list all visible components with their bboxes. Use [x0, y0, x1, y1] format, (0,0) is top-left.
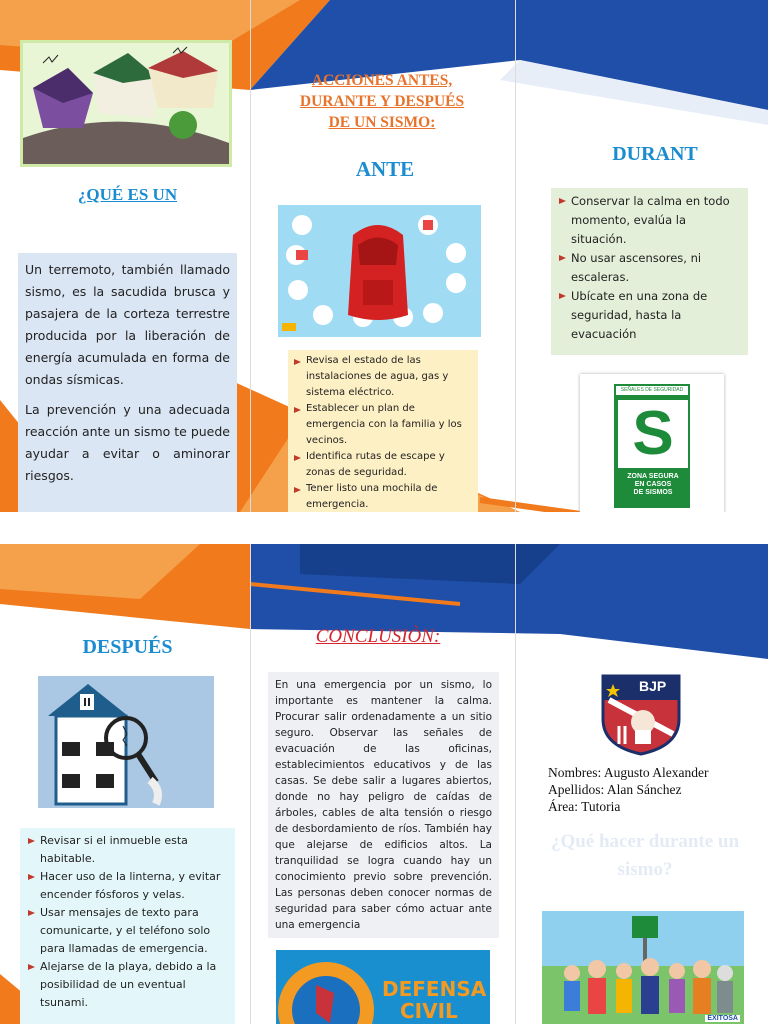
faded-question: ¿Qué hacer durante un sismo? [550, 831, 740, 880]
houses-illustration [23, 43, 229, 164]
definition-text: Un terremoto, también llamado sismo, es la sacudida brusca y pasajera de la corteza terrestre producida por la liberación de energía acumulada en forma de ondas sísmicas. [25, 262, 230, 387]
despues-item: Revisar si el inmueble esta habitable. [26, 832, 229, 868]
exitosa-watermark: EXITOSA [707, 1015, 738, 1022]
durante-item: Ubícate en una zona de seguridad, hasta la evacuación [557, 287, 742, 344]
brochure-page-2 [0, 544, 768, 1024]
despues-list [26, 832, 229, 1012]
fold-line-2 [515, 0, 516, 512]
school-shield-logo [601, 674, 681, 756]
author-surnames: Apellidos: Alan Sánchez [548, 782, 682, 797]
antes-item: Tener listo una mochila de emergencia. [292, 481, 474, 512]
fold-line-3 [250, 544, 251, 1024]
sign-header: SEÑALES DE SEGURIDAD [616, 386, 688, 395]
despues-list-box [20, 828, 235, 1024]
despues-item: Hacer uso de la linterna, y evitar encender fósforos y velas. [26, 868, 229, 904]
safe-zone-sign [580, 374, 724, 512]
que-es-title: ¿QUÉ ES UN [77, 185, 178, 204]
emergency-backpack-image [278, 205, 481, 337]
conclusion-box [268, 672, 499, 938]
despues-title: DESPUÉS [82, 636, 173, 658]
durante-list [557, 192, 742, 344]
antes-list [292, 353, 474, 512]
evacuation-meeting-point-image [542, 911, 744, 1024]
antes-item: Identifica rutas de escape y zonas de seguridad. [292, 449, 474, 481]
definition-box [18, 253, 237, 512]
sign-letter: S [618, 400, 688, 468]
defensa-civil-logo [276, 950, 490, 1024]
backpack-illustration [278, 205, 481, 337]
despues-item: Alejarse de la playa, debido a la posibilidad de un eventual tsunami. [26, 958, 229, 1012]
fold-line-4 [515, 544, 516, 1024]
durante-item: Conservar la calma en todo momento, evalúa la situación. [557, 192, 742, 249]
sign-panel [614, 384, 690, 508]
author-area: Área: Tutoria [548, 799, 621, 814]
shield-text: BJP [639, 678, 667, 694]
conclusion-title: CONCLUSIÒN: [315, 626, 441, 647]
sign-text: ZONA SEGURA EN CASOS DE SISMOS [627, 473, 679, 496]
antes-title: ANTE [355, 157, 415, 181]
earthquake-houses-image [20, 40, 232, 167]
people-illustration [542, 911, 744, 1024]
antes-item: Revisa el estado de las instalaciones de agua, gas y sistema eléctrico. [292, 353, 474, 401]
fold-line-1 [250, 0, 251, 512]
conclusion-text: En una emergencia por un sismo, lo importante es mantener la calma. Procurar salir ordenadamente a un sitio seguro. Observar las señales de evacuación de las oficinas, establecimientos educativos y de las casas. Se debe salir a lugares abiertos, donde no hay peligro de caídas de árboles, cables de alta tensión o riesgo de desbordamiento de ríos. También hay que alejarse de edificios altos. La tranquilidad se logra cuando hay un conocimiento previo sobre prevención. Las personas deben conocer normas de seguridad para saber cómo actuar ante una emergencia [275, 679, 492, 931]
antes-item: Establecer un plan de emergencia con la familia y los vecinos. [292, 401, 474, 449]
house-inspection-image [38, 676, 214, 808]
antes-list-box [288, 350, 478, 512]
acciones-title: ACCIONES ANTES, DURANTE Y DESPUÉS DE UN SISMO: [299, 72, 465, 131]
defensa-civil-text: DEFENSA CIVIL [382, 977, 487, 1023]
despues-item: Usar mensajes de texto para comunicarte, y el teléfono solo para llamadas de emergencia. [26, 904, 229, 958]
house-illustration [38, 676, 214, 808]
durante-title: DURANT [612, 143, 698, 165]
author-names: Nombres: Augusto Alexander [548, 765, 709, 780]
durante-item: No usar ascensores, ni escaleras. [557, 249, 742, 287]
author-info [548, 764, 758, 815]
durante-list-box [551, 188, 748, 355]
prevention-text: La prevención y una adecuada reacción ante un sismo te puede ayudar a evitar o aminorar riesgos. [25, 402, 230, 483]
